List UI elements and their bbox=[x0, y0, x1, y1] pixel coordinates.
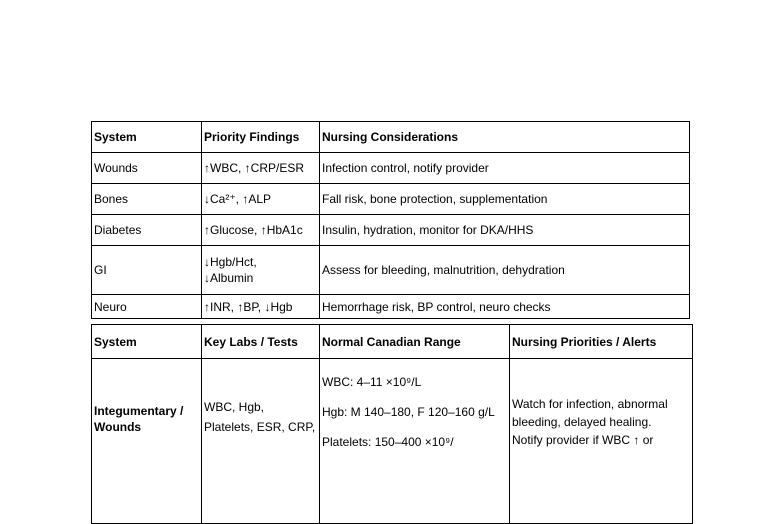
table-row bbox=[92, 295, 690, 319]
header-system: System bbox=[92, 325, 202, 359]
range-line: WBC: 4–11 ×10⁹/L bbox=[322, 375, 422, 389]
labs-line: Platelets, ESR, CRP, bbox=[204, 420, 316, 434]
table-header-row bbox=[92, 122, 690, 153]
cell-system: GI bbox=[92, 246, 202, 295]
table-row bbox=[92, 359, 693, 524]
table-row bbox=[92, 153, 690, 184]
header-nursing-considerations: Nursing Considerations bbox=[320, 122, 690, 153]
header-normal-range: Normal Canadian Range bbox=[320, 325, 510, 359]
header-key-labs: Key Labs / Tests bbox=[202, 325, 320, 359]
alert-line: Notify provider if WBC ↑ or bbox=[512, 433, 654, 447]
alert-line: Watch for infection, abnormal bbox=[512, 397, 668, 411]
findings-line: ↓Hgb/Hct, bbox=[204, 255, 257, 269]
cell-system bbox=[92, 359, 202, 524]
cell-considerations: Hemorrhage risk, BP control, neuro checks bbox=[320, 295, 690, 319]
table-row bbox=[92, 246, 690, 295]
cell-findings: ↑INR, ↑BP, ↓Hgb bbox=[202, 295, 320, 319]
cell-findings: ↑Glucose, ↑HbA1c bbox=[202, 215, 320, 246]
cell-system: Diabetes bbox=[92, 215, 202, 246]
cell-alerts bbox=[510, 359, 693, 524]
cell-system: Neuro bbox=[92, 295, 202, 319]
system-line: Wounds bbox=[94, 420, 142, 434]
cell-considerations: Fall risk, bone protection, supplementation bbox=[320, 184, 690, 215]
cell-labs bbox=[202, 359, 320, 524]
cell-considerations: Insulin, hydration, monitor for DKA/HHS bbox=[320, 215, 690, 246]
range-line: Platelets: 150–400 ×10⁹/ bbox=[322, 435, 454, 449]
alert-line: bleeding, delayed healing. bbox=[512, 415, 652, 429]
table-row bbox=[92, 215, 690, 246]
labs-reference-table bbox=[91, 324, 693, 524]
cell-considerations: Assess for bleeding, malnutrition, dehydration bbox=[320, 246, 690, 295]
cell-system: Wounds bbox=[92, 153, 202, 184]
cell-considerations: Infection control, notify provider bbox=[320, 153, 690, 184]
findings-line: ↓Albumin bbox=[204, 271, 254, 285]
header-system: System bbox=[92, 122, 202, 153]
cell-findings: ↑WBC, ↑CRP/ESR bbox=[202, 153, 320, 184]
cell-ranges bbox=[320, 359, 510, 524]
priority-findings-table bbox=[91, 121, 690, 319]
table-header-row bbox=[92, 325, 693, 359]
system-line: Integumentary / bbox=[94, 404, 184, 418]
labs-line: WBC, Hgb, bbox=[204, 400, 265, 414]
header-priority-findings: Priority Findings bbox=[202, 122, 320, 153]
cell-system: Bones bbox=[92, 184, 202, 215]
header-nursing-priorities: Nursing Priorities / Alerts bbox=[510, 325, 693, 359]
cell-findings bbox=[202, 246, 320, 295]
table-row bbox=[92, 184, 690, 215]
range-line: Hgb: M 140–180, F 120–160 g/L bbox=[322, 405, 495, 419]
cell-findings: ↓Ca²⁺, ↑ALP bbox=[202, 184, 320, 215]
